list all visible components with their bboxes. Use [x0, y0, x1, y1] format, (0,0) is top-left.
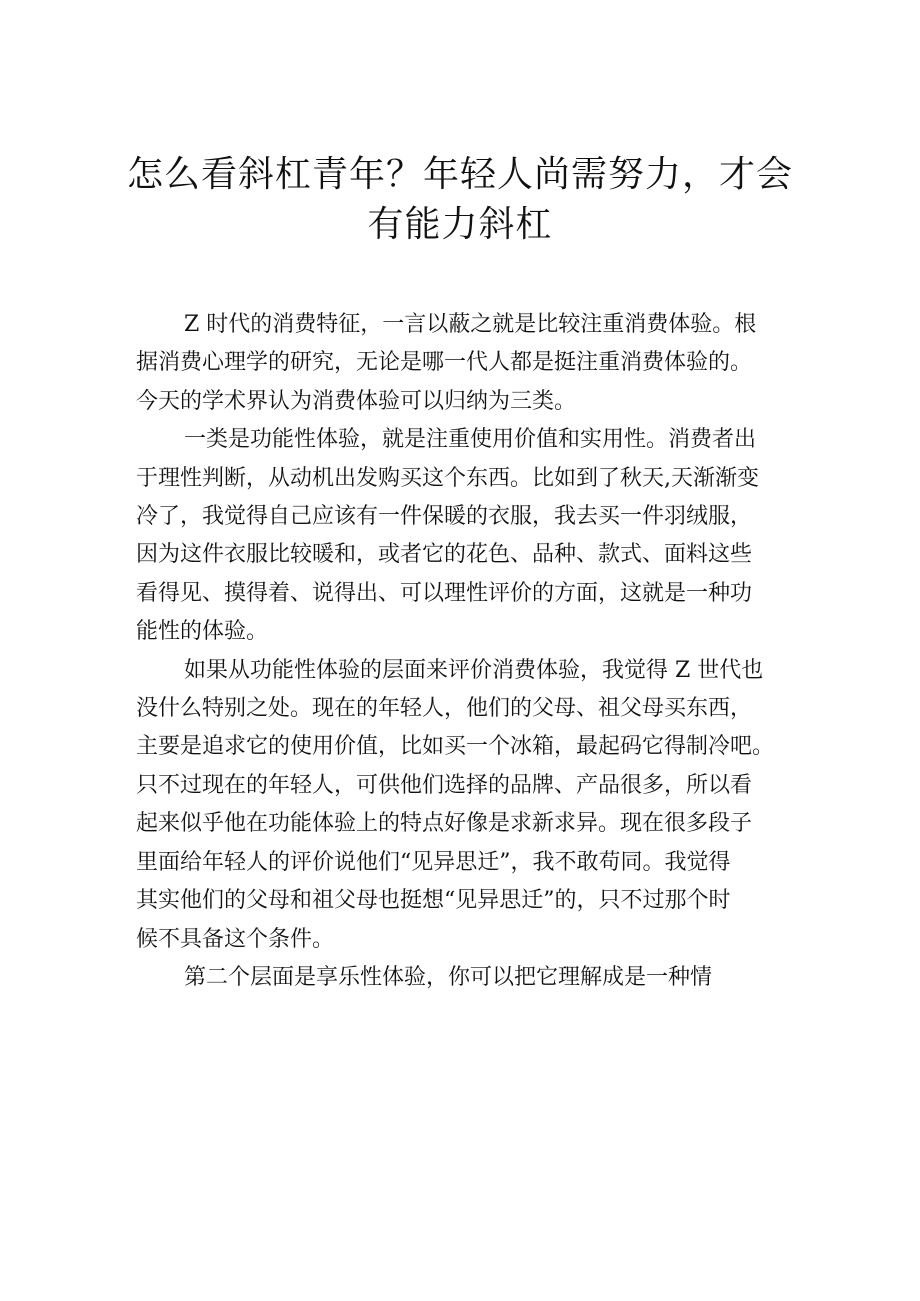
paragraph-line: 只不过现在的年轻人，可供他们选择的品牌、产品很多，所以看: [136, 772, 753, 798]
paragraph-line: 主要是追求它的使用价值，比如买一个冰箱，最起码它得制冷吧。: [136, 734, 775, 760]
paragraph-line: 起来似乎他在功能体验上的特点好像是求新求异。现在很多段子: [136, 811, 753, 837]
paragraph-4: [136, 959, 801, 997]
title-line-1: 怎么看斜杠青年？年轻人尚需努力，才会: [126, 154, 793, 195]
paragraph-line: 如果从功能性体验的层面来评价消费体验，我觉得 Z 世代也: [184, 657, 764, 683]
title-line-2: 有能力斜杠: [367, 204, 553, 245]
paragraph-line: 里面给年轻人的评价说他们“见异思迁”，我不敢苟同。我觉得: [136, 849, 731, 875]
paragraph-line: 其实他们的父母和祖父母也挺想“见异思迁”的，只不过那个时: [136, 888, 731, 914]
paragraph-line: Z 时代的消费特征，一言以蔽之就是比较注重消费体验。根: [184, 312, 757, 337]
paragraph-line: 一类是功能性体验，就是注重使用价值和实用性。消费者出: [184, 427, 757, 453]
article-title: [110, 150, 810, 250]
paragraph-line: 冷了，我觉得自己应该有一件保暖的衣服，我去买一件羽绒服，: [136, 504, 753, 530]
paragraph-line: 于理性判断，从动机出发购买这个东西。比如到了秋天,天渐渐变: [136, 465, 759, 491]
paragraph-line: 今天的学术界认为消费体验可以归纳为三类。: [136, 388, 577, 414]
article-body: [136, 306, 801, 997]
paragraph-1: [136, 306, 801, 421]
paragraph-2: [136, 421, 801, 651]
paragraph-line: 能性的体验。: [136, 619, 269, 645]
paragraph-line: 候不具备这个条件。: [136, 926, 335, 952]
paragraph-line: 第二个层面是享乐性体验，你可以把它理解成是一种情: [184, 964, 713, 990]
paragraph-line: 没什么特别之处。现在的年轻人，他们的父母、祖父母买东西，: [136, 696, 753, 722]
paragraph-line: 据消费心理学的研究，无论是哪一代人都是挺注重消费体验的。: [136, 350, 753, 376]
paragraph-line: 因为这件衣服比较暖和，或者它的花色、品种、款式、面料这些: [136, 542, 753, 568]
paragraph-3: [136, 652, 801, 959]
paragraph-line: 看得见、摸得着、说得出、可以理性评价的方面，这就是一种功: [136, 580, 753, 606]
